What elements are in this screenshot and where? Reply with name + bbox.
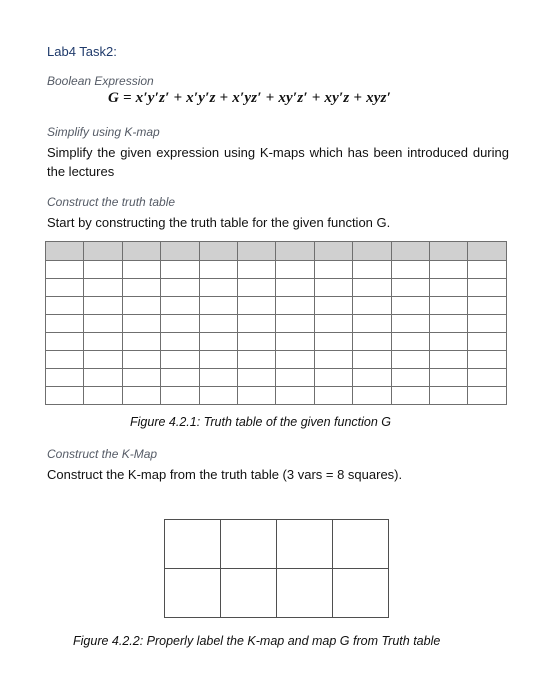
truth-table-cell[interactable] xyxy=(46,297,84,315)
truth-table-header-cell[interactable] xyxy=(276,242,314,261)
truth-table-cell[interactable] xyxy=(46,387,84,405)
truth-table-cell[interactable] xyxy=(276,279,314,297)
truth-table-cell[interactable] xyxy=(161,387,199,405)
truth-table-cell[interactable] xyxy=(276,351,314,369)
truth-table-cell[interactable] xyxy=(314,333,352,351)
truth-table-header-cell[interactable] xyxy=(430,242,468,261)
truth-table-cell[interactable] xyxy=(314,261,352,279)
truth-table-cell[interactable] xyxy=(199,261,237,279)
truth-table-cell[interactable] xyxy=(276,261,314,279)
truth-table-cell[interactable] xyxy=(430,297,468,315)
truth-table-cell[interactable] xyxy=(199,315,237,333)
truth-table-cell[interactable] xyxy=(199,369,237,387)
truth-table-row xyxy=(46,351,507,369)
truth-table-cell[interactable] xyxy=(161,369,199,387)
kmap-row xyxy=(165,520,389,569)
truth-table-cell[interactable] xyxy=(84,297,122,315)
truth-table-cell[interactable] xyxy=(199,333,237,351)
truth-table-cell[interactable] xyxy=(238,297,276,315)
truth-table-cell[interactable] xyxy=(84,369,122,387)
truth-table-cell[interactable] xyxy=(199,387,237,405)
truth-table-cell[interactable] xyxy=(238,315,276,333)
truth-table-text: Start by constructing the truth table for the given function G. xyxy=(47,215,391,230)
truth-table-cell[interactable] xyxy=(391,351,429,369)
kmap-text: Construct the K-map from the truth table (3 vars = 8 squares). xyxy=(47,467,403,482)
truth-table-cell[interactable] xyxy=(84,315,122,333)
truth-table-header-cell[interactable] xyxy=(391,242,429,261)
truth-table-cell[interactable] xyxy=(391,279,429,297)
simplify-heading: Simplify using K-map xyxy=(47,125,160,139)
truth-table-cell[interactable] xyxy=(238,279,276,297)
kmap-cell[interactable] xyxy=(221,569,277,618)
truth-table-cell[interactable] xyxy=(84,279,122,297)
truth-table-cell[interactable] xyxy=(468,369,507,387)
truth-table-header-cell[interactable] xyxy=(122,242,160,261)
truth-table-header-cell[interactable] xyxy=(161,242,199,261)
truth-table-header-cell[interactable] xyxy=(46,242,84,261)
truth-table-cell[interactable] xyxy=(314,369,352,387)
truth-table-cell[interactable] xyxy=(46,261,84,279)
truth-table-cell[interactable] xyxy=(276,387,314,405)
truth-table-cell[interactable] xyxy=(122,333,160,351)
truth-table-row xyxy=(46,297,507,315)
truth-table-header-cell[interactable] xyxy=(314,242,352,261)
truth-table-cell[interactable] xyxy=(122,315,160,333)
truth-table-cell[interactable] xyxy=(46,333,84,351)
truth-table-cell[interactable] xyxy=(84,261,122,279)
truth-table-cell[interactable] xyxy=(122,369,160,387)
truth-table-cell[interactable] xyxy=(276,333,314,351)
truth-table-body xyxy=(46,242,507,405)
truth-table-cell[interactable] xyxy=(84,351,122,369)
kmap-cell[interactable] xyxy=(333,520,389,569)
truth-table-cell[interactable] xyxy=(46,315,84,333)
truth-table-row xyxy=(46,279,507,297)
truth-table-cell[interactable] xyxy=(391,333,429,351)
truth-table-row xyxy=(46,333,507,351)
kmap-cell[interactable] xyxy=(277,520,333,569)
truth-table-header-cell[interactable] xyxy=(199,242,237,261)
truth-table-cell[interactable] xyxy=(161,297,199,315)
truth-table-cell[interactable] xyxy=(314,297,352,315)
truth-table-cell[interactable] xyxy=(314,315,352,333)
truth-table-cell[interactable] xyxy=(391,369,429,387)
truth-table-header-row xyxy=(46,242,507,261)
truth-table-cell[interactable] xyxy=(199,279,237,297)
truth-table-cell[interactable] xyxy=(161,351,199,369)
truth-table-cell[interactable] xyxy=(84,387,122,405)
truth-table-cell[interactable] xyxy=(238,333,276,351)
truth-table-cell[interactable] xyxy=(468,351,507,369)
truth-table-cell[interactable] xyxy=(276,315,314,333)
truth-table-cell[interactable] xyxy=(430,261,468,279)
truth-table-cell[interactable] xyxy=(276,369,314,387)
kmap-cell[interactable] xyxy=(165,520,221,569)
kmap-grid-body xyxy=(165,520,389,618)
truth-table xyxy=(45,241,507,405)
simplify-text: Simplify the given expression using K-maps which has been introduced during the lectures xyxy=(47,145,509,179)
truth-table-cell[interactable] xyxy=(161,261,199,279)
kmap-cell[interactable] xyxy=(333,569,389,618)
truth-table-cell[interactable] xyxy=(430,351,468,369)
truth-table-row xyxy=(46,261,507,279)
truth-table-cell[interactable] xyxy=(353,261,391,279)
truth-table-cell[interactable] xyxy=(391,315,429,333)
truth-table-header-cell[interactable] xyxy=(238,242,276,261)
truth-table-cell[interactable] xyxy=(468,387,507,405)
truth-table-cell[interactable] xyxy=(238,261,276,279)
truth-table-cell[interactable] xyxy=(468,297,507,315)
truth-table-cell[interactable] xyxy=(314,351,352,369)
truth-table-cell[interactable] xyxy=(468,279,507,297)
truth-table-cell[interactable] xyxy=(84,333,122,351)
truth-table-cell[interactable] xyxy=(430,315,468,333)
truth-table-cell[interactable] xyxy=(391,297,429,315)
truth-table-cell[interactable] xyxy=(391,261,429,279)
truth-table-cell[interactable] xyxy=(468,261,507,279)
kmap-cell[interactable] xyxy=(221,520,277,569)
truth-table-cell[interactable] xyxy=(391,387,429,405)
truth-table-cell[interactable] xyxy=(122,279,160,297)
kmap-caption: Figure 4.2.2: Properly label the K-map and map G from Truth table xyxy=(73,634,441,648)
boolean-formula: G = x′y′z′ + x′y′z + x′yz′ + xy′z′ + xy′z + xyz′ xyxy=(108,90,392,106)
truth-table-cell[interactable] xyxy=(430,333,468,351)
truth-table-cell[interactable] xyxy=(430,279,468,297)
truth-table-cell[interactable] xyxy=(122,261,160,279)
truth-table-cell[interactable] xyxy=(314,279,352,297)
truth-table-cell[interactable] xyxy=(122,297,160,315)
truth-table-cell[interactable] xyxy=(46,351,84,369)
truth-table-cell[interactable] xyxy=(353,297,391,315)
truth-table-caption: Figure 4.2.1: Truth table of the given function G xyxy=(130,415,392,429)
truth-table-cell[interactable] xyxy=(46,279,84,297)
truth-table-cell[interactable] xyxy=(468,333,507,351)
truth-table-cell[interactable] xyxy=(238,369,276,387)
truth-table-cell[interactable] xyxy=(161,315,199,333)
truth-table-cell[interactable] xyxy=(238,387,276,405)
truth-table-cell[interactable] xyxy=(430,369,468,387)
truth-table-cell[interactable] xyxy=(353,333,391,351)
truth-table-cell[interactable] xyxy=(353,279,391,297)
kmap-heading: Construct the K-Map xyxy=(47,447,158,461)
truth-table-header-cell[interactable] xyxy=(353,242,391,261)
truth-table-heading: Construct the truth table xyxy=(47,195,176,209)
truth-table-header-cell[interactable] xyxy=(468,242,507,261)
kmap-cell[interactable] xyxy=(165,569,221,618)
truth-table-cell[interactable] xyxy=(238,351,276,369)
truth-table-cell[interactable] xyxy=(353,315,391,333)
truth-table-cell[interactable] xyxy=(122,387,160,405)
truth-table-cell[interactable] xyxy=(161,333,199,351)
truth-table-cell[interactable] xyxy=(122,351,160,369)
kmap-row xyxy=(165,569,389,618)
truth-table-cell[interactable] xyxy=(199,351,237,369)
truth-table-cell[interactable] xyxy=(161,279,199,297)
truth-table-cell[interactable] xyxy=(199,297,237,315)
truth-table-cell[interactable] xyxy=(276,297,314,315)
truth-table-cell[interactable] xyxy=(314,387,352,405)
truth-table-header-cell[interactable] xyxy=(84,242,122,261)
boolean-expression-heading: Boolean Expression xyxy=(47,74,154,88)
kmap-grid xyxy=(164,519,389,618)
truth-table-cell[interactable] xyxy=(468,315,507,333)
truth-table-cell[interactable] xyxy=(353,351,391,369)
truth-table-row xyxy=(46,369,507,387)
truth-table-cell[interactable] xyxy=(353,387,391,405)
kmap-cell[interactable] xyxy=(277,569,333,618)
truth-table-row xyxy=(46,315,507,333)
lab-title: Lab4 Task2: xyxy=(47,44,117,59)
truth-table-cell[interactable] xyxy=(353,369,391,387)
truth-table-cell[interactable] xyxy=(46,369,84,387)
truth-table-row xyxy=(46,387,507,405)
truth-table-cell[interactable] xyxy=(430,387,468,405)
